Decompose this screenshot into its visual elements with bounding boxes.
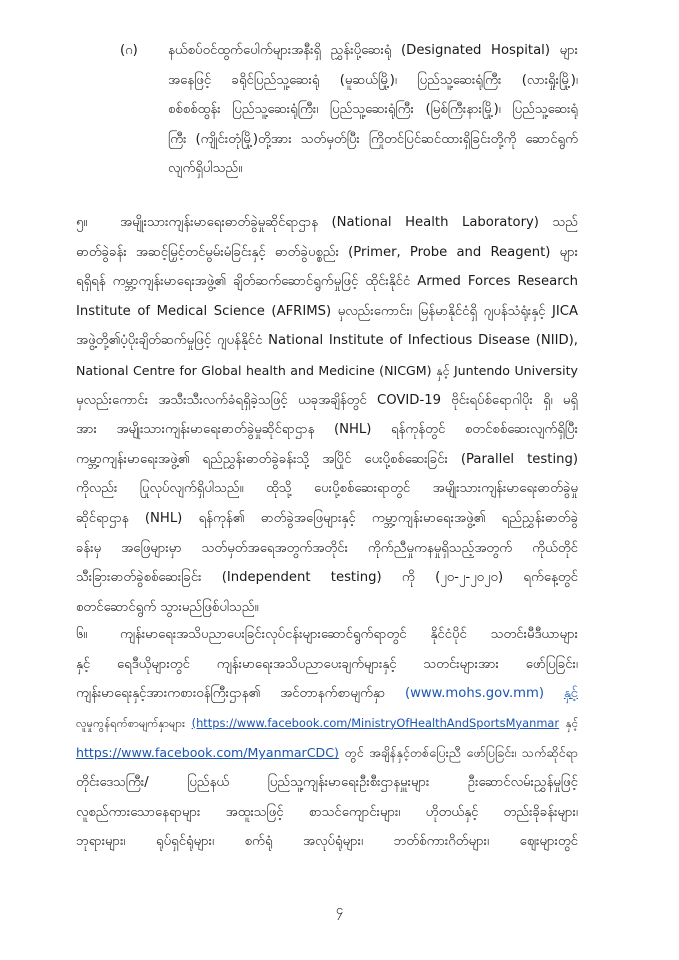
text-line: National Centre for Global health and Medicine (NICGM) နှင့် Juntendo University [76,362,578,378]
facebook-cdc-link[interactable]: https://www.facebook.com/MyanmarCDC) [76,745,339,761]
text-line: စစ်စစ်ထွန်း ပြည်သူ့ဆေးရုံကြီး၊ ပြည်သူ့ဆေးရုံကြီး (မြစ်ကြီးနားမြို့)၊ ပြည်သူ့ဆေးရုံ [168,102,578,118]
text-line: ဓာတ်ခွဲခန်း အဆင့်မြှင့်တင်မွမ်းမံခြင်းနှင့် ဓာတ်ခွဲပစ္စည်း (Primer, Probe and Reagent) များ [76,244,578,260]
page-number: ၄ [335,903,344,918]
text-line: ကိုလည်း ပြုလုပ်လျက်ရှိပါသည်။ ထိုသို့ ပေးပို့စစ်ဆေးရာတွင် အမျိုးသားကျန်းမာရေးဓာတ်ခွဲမှု [76,481,578,497]
text-line: လျက်ရှိပါသည်။ [168,161,243,177]
text-line: Institute of Medical Science (AFRIMS) မှလည်းကောင်း၊ မြန်မာနိုင်ငံရှိ ဂျပန်သံရုံးနှင့် JICA [76,303,578,319]
text-line: လူစည်ကားသောနေရာများ အထူးသဖြင့် စာသင်ကျောင်းများ၊ ဟိုတယ်နှင့် တည်းခိုခန်းများ၊ [76,804,578,820]
facebook-ministry-link[interactable]: (https://www.facebook.com/MinistryOfHealthAndSportsMyanmar [191,715,560,730]
paragraph-6 [76,620,578,857]
text-line: အမျိုးသားကျန်းမာရေးဓာတ်ခွဲမှုဆိုင်ရာဌာန (National Health Laboratory) သည် [120,215,578,230]
text-line: ရရှိရန် ကမ္ဘာ့ကျန်းမာရေးအဖွဲ့၏ ချိတ်ဆက်ဆောင်ရွက်မှုဖြင့် ထိုင်းနိုင်ငံ Armed Forces Research [76,274,578,290]
text-line: ကျန်းမာရေးအသိပညာပေးခြင်းလုပ်ငန်းများဆောင်ရွက်ရာတွင် နိုင်ငံပိုင် သတင်းမီဒီယာများ [120,627,578,642]
text-line: အဖွဲ့တို့၏ပံ့ပိုးချိတ်ဆက်မှုဖြင့် ဂျပန်နိုင်ငံ National Institute of Infectious Disease (NIID), [76,333,578,349]
text-line: ခန်းမှ အဖြေများမှာ သတ်မှတ်အရေအတွက်အတိုင်း ကိုက်ညီမှုကနမှုရှိသည့်အတွက် ကိုယ်တိုင် [76,540,578,556]
text-line: အား အမျိုးသားကျန်းမာရေးဓာတ်ခွဲမှုဆိုင်ရာဌာန (NHL) ရန်ကုန်တွင် စတင်စစ်ဆေးလျက်ရှိပြီး [76,422,578,438]
text-line: မှလည်းကောင်း အသီးသီးလက်ခံရရှိခဲ့သဖြင့် ယခုအချိန်တွင် COVID-19 ဗိုင်းရပ်စ်ရောဂါပိုး ရှိ၊ မရှိ [76,392,578,408]
realtime-text: တွင် အချိန်နှင့်တစ်ပြေးညီ ဖော်ပြခြင်း၊ သက်ဆိုင်ရာ [344,745,578,761]
text-line: သီးခြားဓာတ်ခွဲစစ်ဆေးခြင်း (Independent testing) ကို (၂၀-၂-၂၀၂၀) ရက်နေ့တွင် [76,570,578,586]
text-line: နယ်စပ်ဝင်ထွက်ပေါက်များအနီးရှိ ညွှန်းပို့ဆေးရုံ (Designated Hospital) များ [168,43,578,58]
paragraph-5-marker: ၅။ [76,215,88,230]
text-line: အနေဖြင့် ခရိုင်ပြည်သူ့ဆေးရုံ (မူဆယ်မြို့)၊ ပြည်သူ့ဆေးရုံကြီး (လားရှိုးမြို့)၊ [168,72,578,88]
text-line [76,679,578,709]
text-line [76,738,578,768]
ministry-website-link[interactable]: (www.mohs.gov.mm) [404,686,545,702]
and-connector: နှင့် [565,715,578,730]
text-line: ဆိုင်ရာဌာန (NHL) ရန်ကုန်၏ ဓာတ်ခွဲအဖြေများနှင့် ကမ္ဘာ့ကျန်းမာရေးအဖွဲ့၏ ရည်ညွှန်းဓာတ်ခွဲ [76,510,578,526]
sub-item-paragraph [168,36,578,184]
paragraph-5 [76,208,578,622]
sub-item-marker: (ဂ) [120,43,138,58]
social-media-text: လူမှုကွန်ရက်စာမျက်နှာများ [76,715,185,730]
text-line: ကြီး (ကျိုင်းတုံမြို့)တို့အား သတ်မှတ်ပြီး ကြိုတင်ပြင်ဆင်ထားရှိခြင်းတို့ကို ဆောင်ရွက် [168,131,578,147]
and-connector: နှင့် [563,686,578,702]
text-line: ဘုရားများ၊ ရုပ်ရှင်ရုံများ၊ စက်ရုံ အလုပ်ရုံများ၊ ဘတ်စ်ကားဂိတ်များ၊ ဈေးများတွင် [76,834,578,850]
text-line: တိုင်းဒေသကြီး/ ပြည်နယ် ပြည်သူ့ကျန်းမာရေးဦးစီးဌာနမှူးများ ဦးဆောင်လမ်းညွှန်မှုဖြင့် [76,774,578,790]
text-line: စတင်ဆောင်ရွက် သွားမည်ဖြစ်ပါသည်။ [76,599,259,615]
text-line [76,709,578,739]
text-line: ကမ္ဘာ့ကျန်းမာရေးအဖွဲ့၏ ရည်ညွှန်းဓာတ်ခွဲခန်းသို့ အပြိုင် ပေးပို့စစ်ဆေးခြင်း (Parallel testing) [76,451,578,467]
text-line: နှင့် ရေဒီယိုများတွင် ကျန်းမာရေးအသိပညာပေးချက်များနှင့် သတင်းများအား ဖော်ပြခြင်း၊ [76,656,578,672]
ministry-website-text: ကျန်းမာရေးနှင့်အားကစားဝန်ကြီးဌာန၏ အင်တာနက်စာမျက်နှာ [76,686,386,702]
paragraph-6-marker: ၆။ [76,627,88,642]
